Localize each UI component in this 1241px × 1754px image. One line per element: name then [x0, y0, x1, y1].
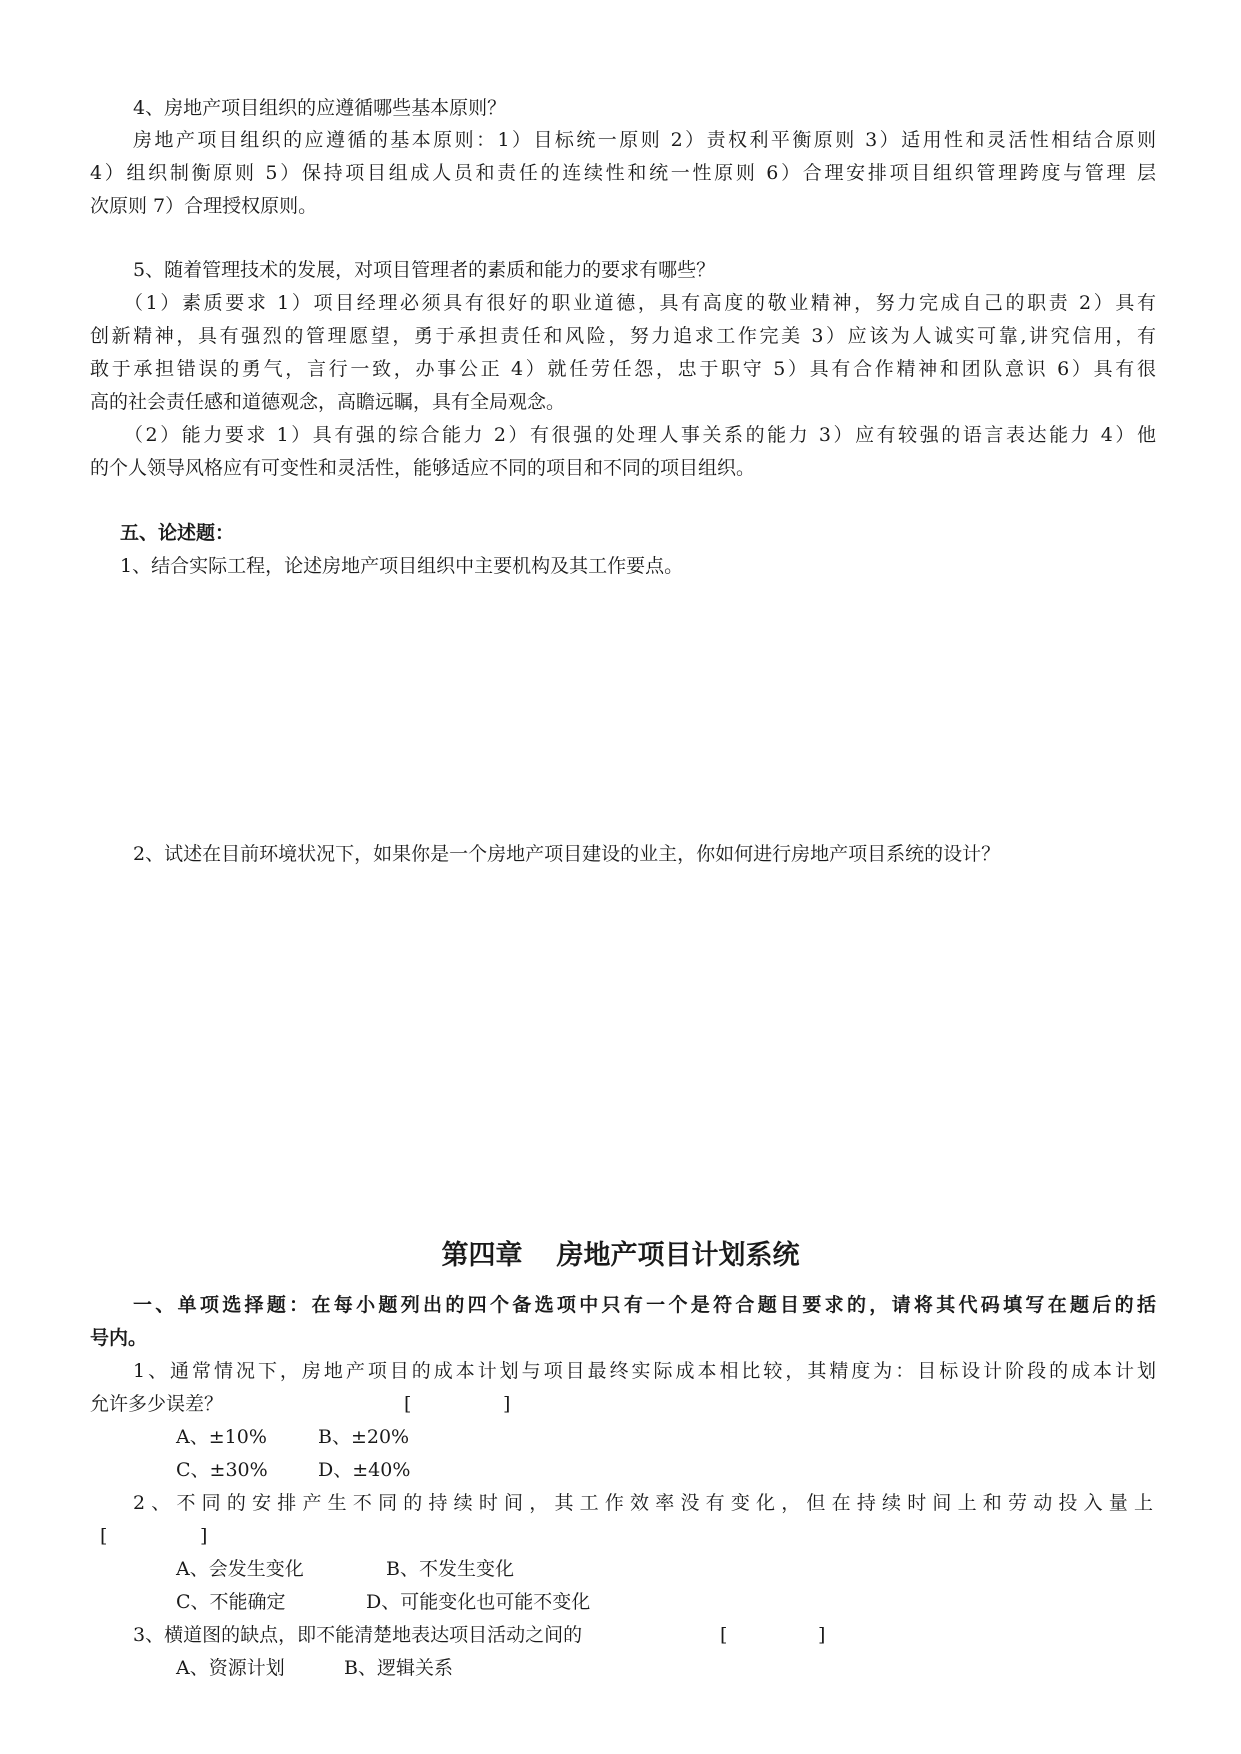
mc-question-2-option-d: D、可能变化也可能不变化 [366, 1591, 591, 1613]
question-4-answer-line-2: 4）组织制衡原则 5）保持项目组成人员和责任的连续性和统一性原则 6）合理安排项目组织管理跨度与管理 层 [90, 162, 1156, 184]
mc-question-1-line-1: 1、通常情况下，房地产项目的成本计划与项目最终实际成本相比较，其精度为：目标设计阶段的成本计划 [133, 1360, 1156, 1382]
chapter-title [0, 1236, 1241, 1276]
mc-question-1-line-2: 允许多少误差？ [90, 1393, 224, 1415]
mc-question-3-option-a: A、资源计划 [176, 1657, 285, 1679]
mc-question-1-option-c: C、±30% [176, 1459, 268, 1481]
mc-question-2-line-1: 2、不同的安排产生不同的持续时间，其工作效率没有变化，但在持续时间上和劳动投入量上 [133, 1492, 1156, 1514]
mc-question-2-option-b: B、不发生变化 [386, 1558, 514, 1580]
essay-question-2: 2、试述在目前环境状况下，如果你是一个房地产项目建设的业主，你如何进行房地产项目系统的设计？ [133, 843, 1001, 865]
mc-question-1-answer-bracket-open: [ [404, 1393, 412, 1415]
mc-question-1-option-a: A、±10% [176, 1426, 267, 1448]
mc-question-2-answer-bracket-open: [ [100, 1525, 108, 1547]
mc-question-2-answer-bracket-close: ] [200, 1525, 208, 1547]
mc-question-2-option-a: A、会发生变化 [176, 1558, 304, 1580]
question-5-ability-line-1: （2）能力要求 1）具有强的综合能力 2）有很强的处理人事关系的能力 3）应有较强的语言表达能力 4）他 [124, 424, 1156, 446]
mc-question-2-option-c: C、不能确定 [176, 1591, 286, 1613]
question-5-ability-line-2: 的个人领导风格应有可变性和灵活性，能够适应不同的项目和不同的项目组织。 [90, 457, 756, 479]
question-4-answer-line-1: 房地产项目组织的应遵循的基本原则：1）目标统一原则 2）责权利平衡原则 3）适用性和灵活性相结合原则 [133, 129, 1156, 151]
chapter-number: 第四章 [441, 1240, 523, 1271]
question-4-answer-line-3: 次原则 7）合理授权原则。 [90, 195, 318, 217]
section-5-heading: 五、论述题： [120, 522, 235, 544]
question-5-quality-line-4: 高的社会责任感和道德观念，高瞻远瞩，具有全局观念。 [90, 391, 566, 413]
question-4-title: 4、房地产项目组织的应遵循哪些基本原则？ [133, 97, 507, 119]
mc-question-1-option-d: D、±40% [318, 1459, 411, 1481]
mc-question-3-answer-bracket-close: ] [818, 1624, 826, 1646]
question-5-quality-line-2: 创新精神，具有强烈的管理愿望，勇于承担责任和风险，努力追求工作完美 3）应该为人诚实可靠,讲究信用，有 [90, 325, 1156, 347]
mc-question-3-option-b: B、逻辑关系 [344, 1657, 453, 1679]
mc-question-1-option-b: B、±20% [318, 1426, 410, 1448]
essay-question-1: 1、结合实际工程，论述房地产项目组织中主要机构及其工作要点。 [120, 555, 684, 577]
mc-question-3-answer-bracket-open: [ [720, 1624, 728, 1646]
mc-question-3-line-1: 3、横道图的缺点，即不能清楚地表达项目活动之间的 [133, 1624, 583, 1646]
chapter-name: 房地产项目计划系统 [556, 1240, 800, 1271]
question-5-quality-line-1: （1）素质要求 1）项目经理必须具有很好的职业道德，具有高度的敬业精神，努力完成自己的职责 2）具有 [124, 292, 1156, 314]
question-5-quality-line-3: 敢于承担错误的勇气，言行一致，办事公正 4）就任劳任怨，忠于职守 5）具有合作精神和团队意识 6）具有很 [90, 358, 1156, 380]
question-5-title: 5、随着管理技术的发展，对项目管理者的素质和能力的要求有哪些？ [133, 259, 716, 281]
section-1-heading-line-2: 号内。 [90, 1327, 148, 1349]
mc-question-1-answer-bracket-close: ] [503, 1393, 511, 1415]
section-1-heading-line-1: 一、单项选择题：在每小题列出的四个备选项中只有一个是符合题目要求的，请将其代码填写在题后的括 [133, 1294, 1156, 1316]
